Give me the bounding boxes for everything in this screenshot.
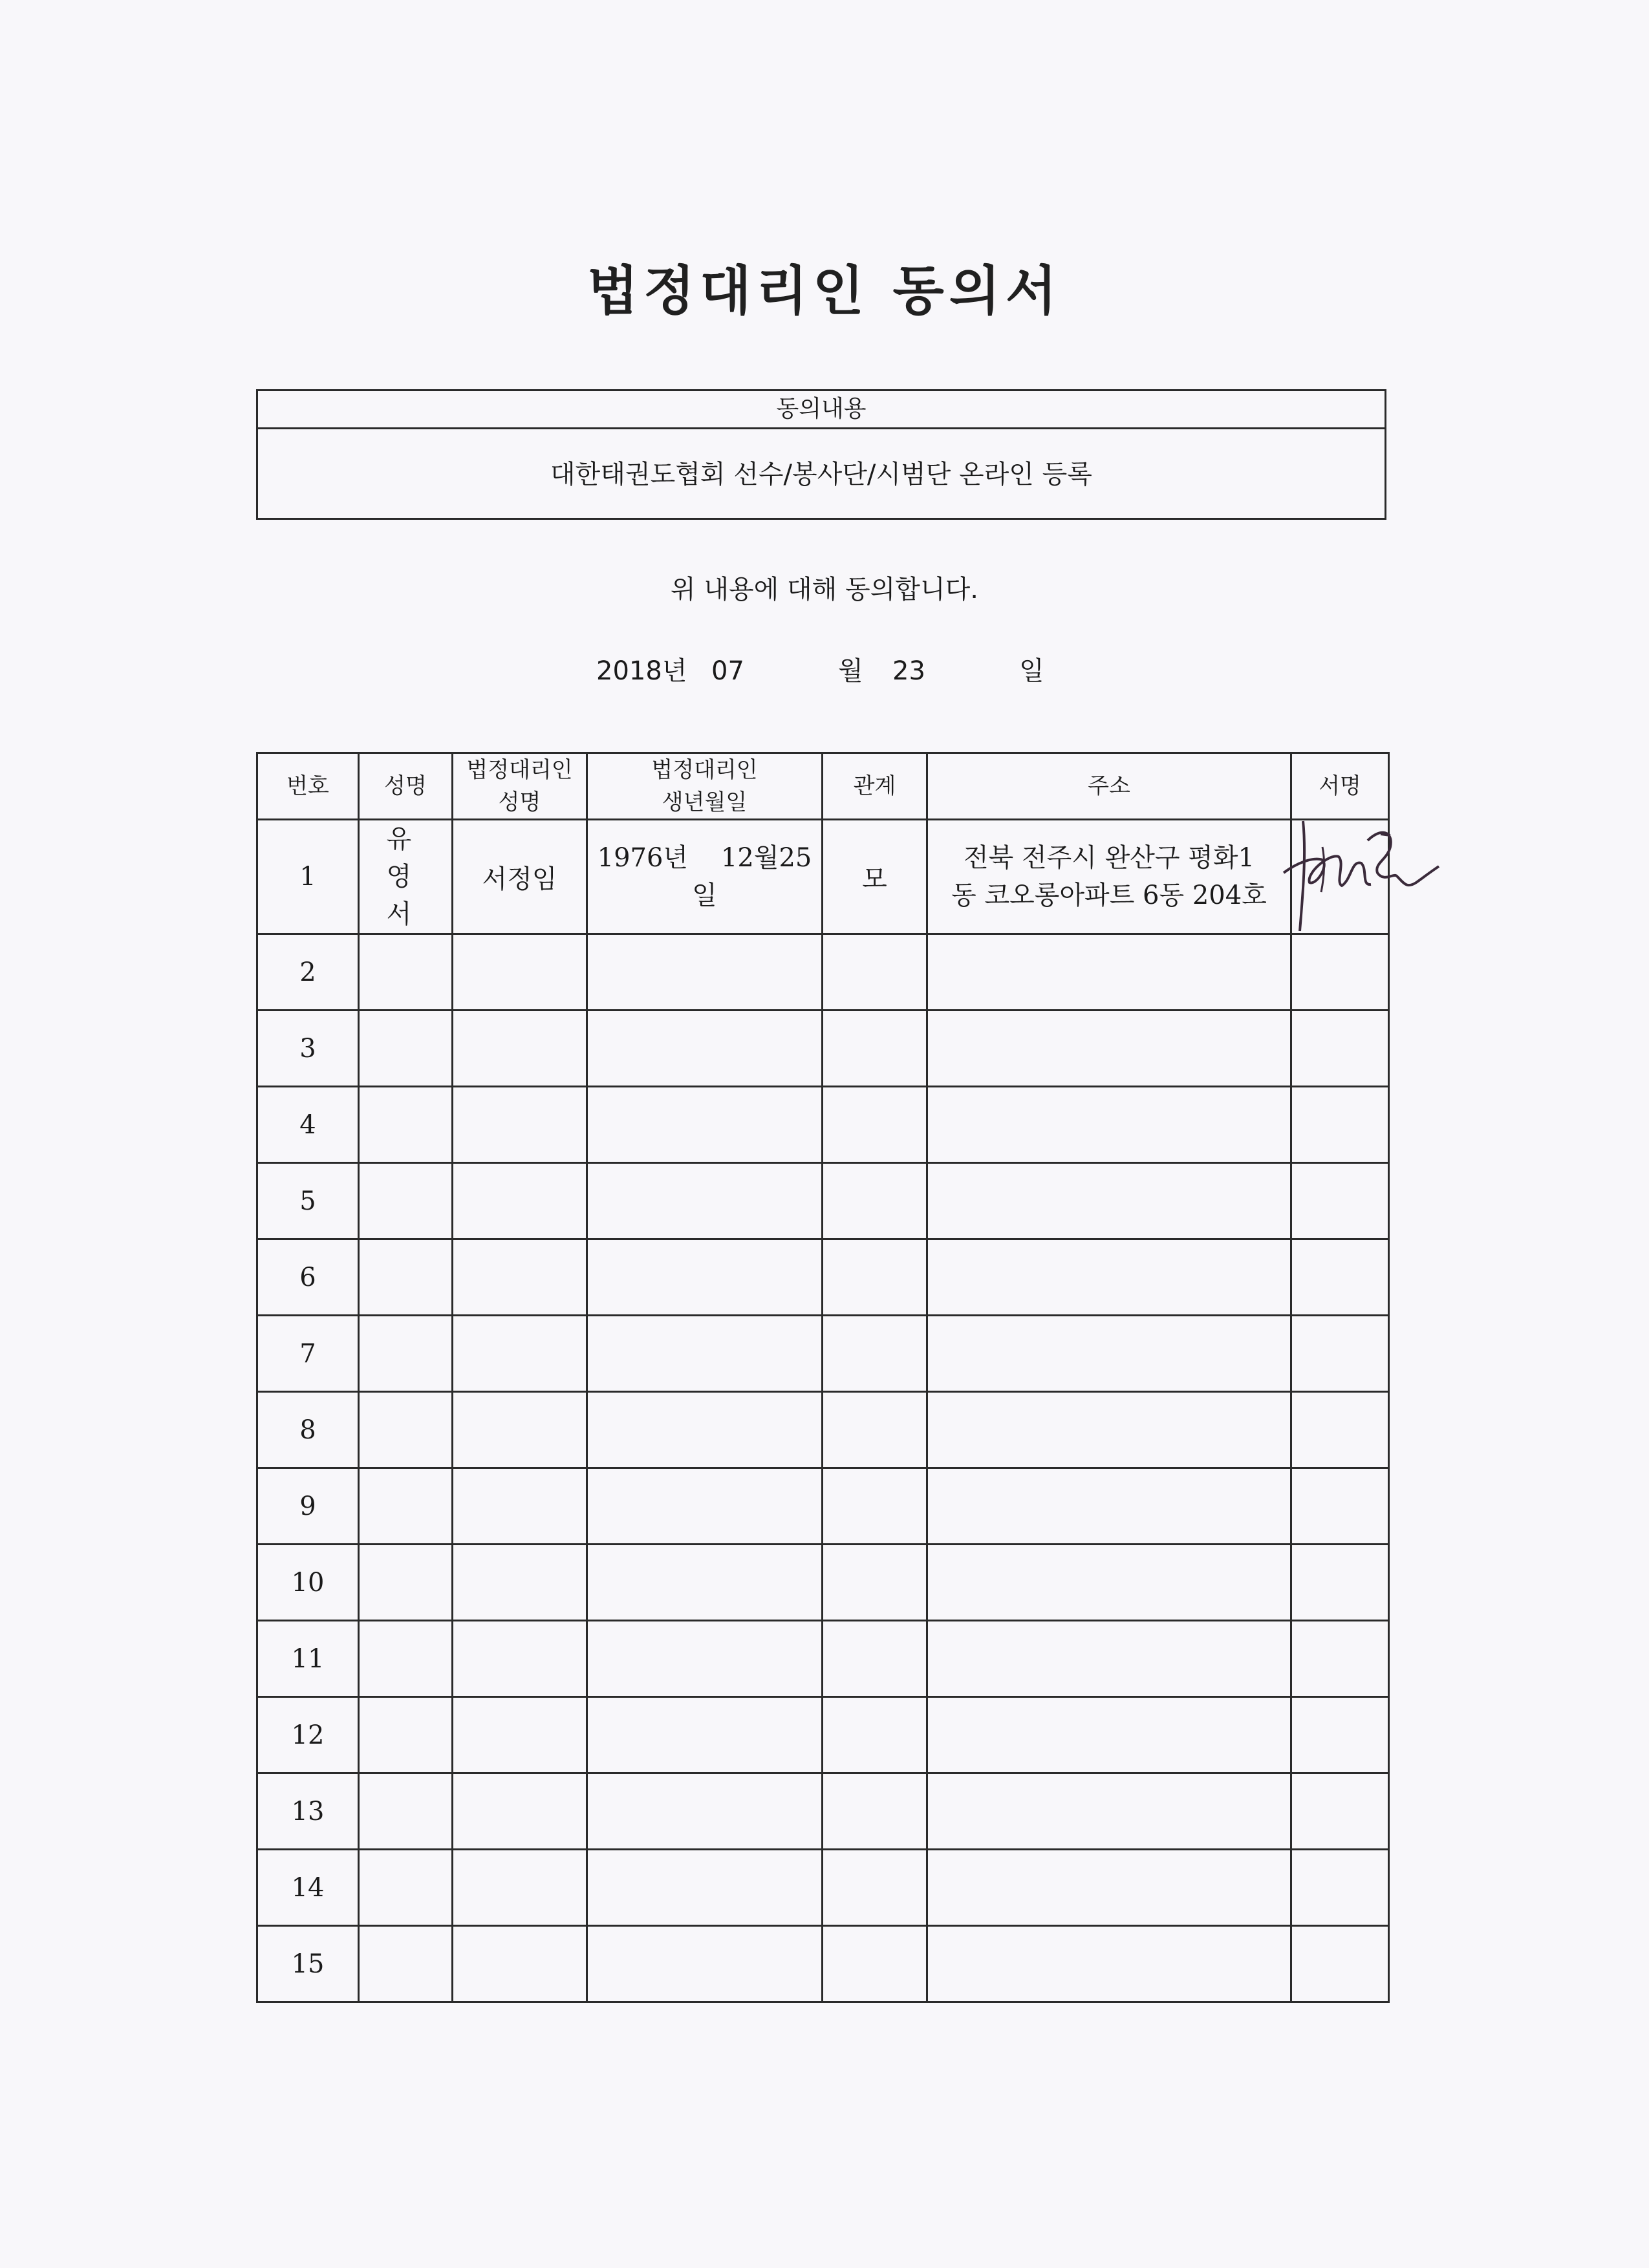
row-number: 6 (257, 1239, 359, 1316)
header-address: 주소 (927, 753, 1291, 820)
row-relation: 모 (823, 820, 927, 934)
row-relation (823, 1468, 927, 1545)
row-guardian-name (453, 1239, 587, 1316)
row-relation (823, 1926, 927, 2002)
row-guardian-name (453, 1316, 587, 1392)
row-guardian-birth (587, 1468, 823, 1545)
row-name (359, 934, 453, 1011)
row-address (927, 1926, 1291, 2002)
table-row (257, 1545, 1389, 1621)
row-signature-cell (1291, 1392, 1389, 1468)
row-birth-line2: 일 (692, 881, 717, 910)
row-signature-cell (1291, 1545, 1389, 1621)
row-signature-cell (1291, 1850, 1389, 1926)
row-guardian-birth (587, 820, 823, 934)
row-signature-cell (1291, 1163, 1389, 1239)
table-header-row (257, 753, 1389, 820)
table-row (257, 1697, 1389, 1773)
row-name (359, 1239, 453, 1316)
row-name-line1: 유 영 (386, 824, 425, 892)
row-name (359, 1087, 453, 1163)
row-number: 5 (257, 1163, 359, 1239)
table-row (257, 1468, 1389, 1545)
header-guardian-birth-line1: 법정대리인 (651, 757, 758, 783)
row-guardian-name: 서정임 (453, 820, 587, 934)
row-address (927, 1392, 1291, 1468)
header-guardian-birth-line2: 생년월일 (662, 789, 748, 815)
table-row (257, 1163, 1389, 1239)
row-number: 12 (257, 1697, 359, 1773)
row-address-line1: 전북 전주시 완산구 평화1 (964, 843, 1255, 873)
row-guardian-birth (587, 1621, 823, 1697)
row-signature-cell (1291, 1773, 1389, 1850)
row-address (927, 934, 1291, 1011)
row-guardian-birth (587, 1850, 823, 1926)
table-row (257, 1011, 1389, 1087)
row-guardian-birth (587, 1163, 823, 1239)
row-signature-cell (1291, 1316, 1389, 1392)
table-row (257, 1392, 1389, 1468)
row-relation (823, 1316, 927, 1392)
row-address (927, 820, 1291, 934)
date-month-value: 07 (711, 656, 744, 686)
row-number: 7 (257, 1316, 359, 1392)
row-relation (823, 1239, 927, 1316)
table-row (257, 820, 1389, 934)
row-guardian-birth (587, 1773, 823, 1850)
consent-box (256, 389, 1386, 520)
row-guardian-name (453, 1850, 587, 1926)
header-relation: 관계 (823, 753, 927, 820)
date-month-label: 월 (838, 656, 863, 686)
row-address-line2: 동 코오롱아파트 6동 204호 (951, 881, 1267, 910)
table-row (257, 1621, 1389, 1697)
handwritten-signature (1277, 802, 1445, 944)
row-number: 1 (257, 820, 359, 934)
row-signature-cell (1291, 1697, 1389, 1773)
table-row (257, 1239, 1389, 1316)
header-name: 성명 (359, 753, 453, 820)
row-guardian-name (453, 1773, 587, 1850)
row-address (927, 1163, 1291, 1239)
row-signature-cell (1291, 1468, 1389, 1545)
row-number: 8 (257, 1392, 359, 1468)
row-relation (823, 1697, 927, 1773)
row-address (927, 1773, 1291, 1850)
row-name (359, 1011, 453, 1087)
row-name (359, 1621, 453, 1697)
row-relation (823, 1392, 927, 1468)
row-name (359, 1392, 453, 1468)
row-signature-cell (1291, 934, 1389, 1011)
row-signature-cell (1291, 1239, 1389, 1316)
row-address (927, 1468, 1291, 1545)
row-number: 11 (257, 1621, 359, 1697)
row-guardian-birth (587, 1239, 823, 1316)
date-day-label: 일 (1019, 656, 1044, 686)
row-number: 15 (257, 1926, 359, 2002)
row-guardian-name (453, 1621, 587, 1697)
row-guardian-birth (587, 1697, 823, 1773)
row-guardian-birth (587, 1316, 823, 1392)
row-relation (823, 1163, 927, 1239)
row-name (359, 1850, 453, 1926)
row-guardian-name (453, 934, 587, 1011)
row-number: 2 (257, 934, 359, 1011)
header-guardian-birth (587, 753, 823, 820)
row-number: 14 (257, 1850, 359, 1926)
row-address (927, 1621, 1291, 1697)
row-number: 3 (257, 1011, 359, 1087)
agreement-statement: 위 내용에 대해 동의합니다. (671, 575, 978, 604)
row-relation (823, 1773, 927, 1850)
row-guardian-name (453, 1545, 587, 1621)
row-address (927, 1087, 1291, 1163)
row-guardian-birth (587, 1392, 823, 1468)
row-relation (823, 1087, 927, 1163)
row-number: 9 (257, 1468, 359, 1545)
row-signature-cell (1291, 1011, 1389, 1087)
row-address (927, 1697, 1291, 1773)
row-name (359, 1926, 453, 2002)
row-name (359, 1163, 453, 1239)
row-number: 13 (257, 1773, 359, 1850)
header-number: 번호 (257, 753, 359, 820)
row-guardian-name (453, 1926, 587, 2002)
row-relation (823, 1545, 927, 1621)
row-guardian-name (453, 1087, 587, 1163)
table-row (257, 1773, 1389, 1850)
row-guardian-birth (587, 1545, 823, 1621)
table-row (257, 1926, 1389, 2002)
row-relation (823, 934, 927, 1011)
row-name (359, 1697, 453, 1773)
row-address (927, 1316, 1291, 1392)
row-relation (823, 1011, 927, 1087)
row-address (927, 1850, 1291, 1926)
row-signature-cell (1291, 1087, 1389, 1163)
row-name (359, 1545, 453, 1621)
row-relation (823, 1850, 927, 1926)
row-number: 4 (257, 1087, 359, 1163)
table-row (257, 934, 1389, 1011)
row-guardian-birth (587, 1087, 823, 1163)
row-guardian-name (453, 1697, 587, 1773)
header-guardian-name (453, 753, 587, 820)
header-signature: 서명 (1291, 753, 1389, 820)
row-guardian-name (453, 1468, 587, 1545)
row-guardian-name (453, 1011, 587, 1087)
date-day-value: 23 (892, 656, 925, 686)
guardian-roster-table (256, 752, 1390, 2003)
table-row (257, 1087, 1389, 1163)
header-guardian-name-line1: 법정대리인 (466, 757, 573, 783)
row-guardian-birth (587, 1011, 823, 1087)
document-title: 법정대리인 동의서 (587, 261, 1062, 322)
row-name (359, 1773, 453, 1850)
table-row (257, 1316, 1389, 1392)
row-birth-line1: 1976년 12월25 (597, 843, 812, 873)
row-signature-cell (1291, 1621, 1389, 1697)
row-signature-cell (1291, 1926, 1389, 2002)
consent-content: 대한태권도협회 선수/봉사단/시범단 온라인 등록 (550, 460, 1092, 489)
row-guardian-birth (587, 1926, 823, 2002)
table-row (257, 1850, 1389, 1926)
date-year: 2018년 (596, 656, 687, 686)
row-name (359, 1316, 453, 1392)
row-address (927, 1545, 1291, 1621)
header-guardian-name-line2: 성명 (498, 789, 541, 815)
row-address (927, 1011, 1291, 1087)
row-name-line2: 서 (386, 899, 425, 929)
row-number: 10 (257, 1545, 359, 1621)
date-line (0, 655, 1649, 687)
row-guardian-birth (587, 934, 823, 1011)
row-guardian-name (453, 1392, 587, 1468)
row-relation (823, 1621, 927, 1697)
row-name (359, 820, 453, 934)
row-guardian-name (453, 1163, 587, 1239)
consent-header: 동의내용 (258, 391, 1385, 429)
row-address (927, 1239, 1291, 1316)
row-name (359, 1468, 453, 1545)
